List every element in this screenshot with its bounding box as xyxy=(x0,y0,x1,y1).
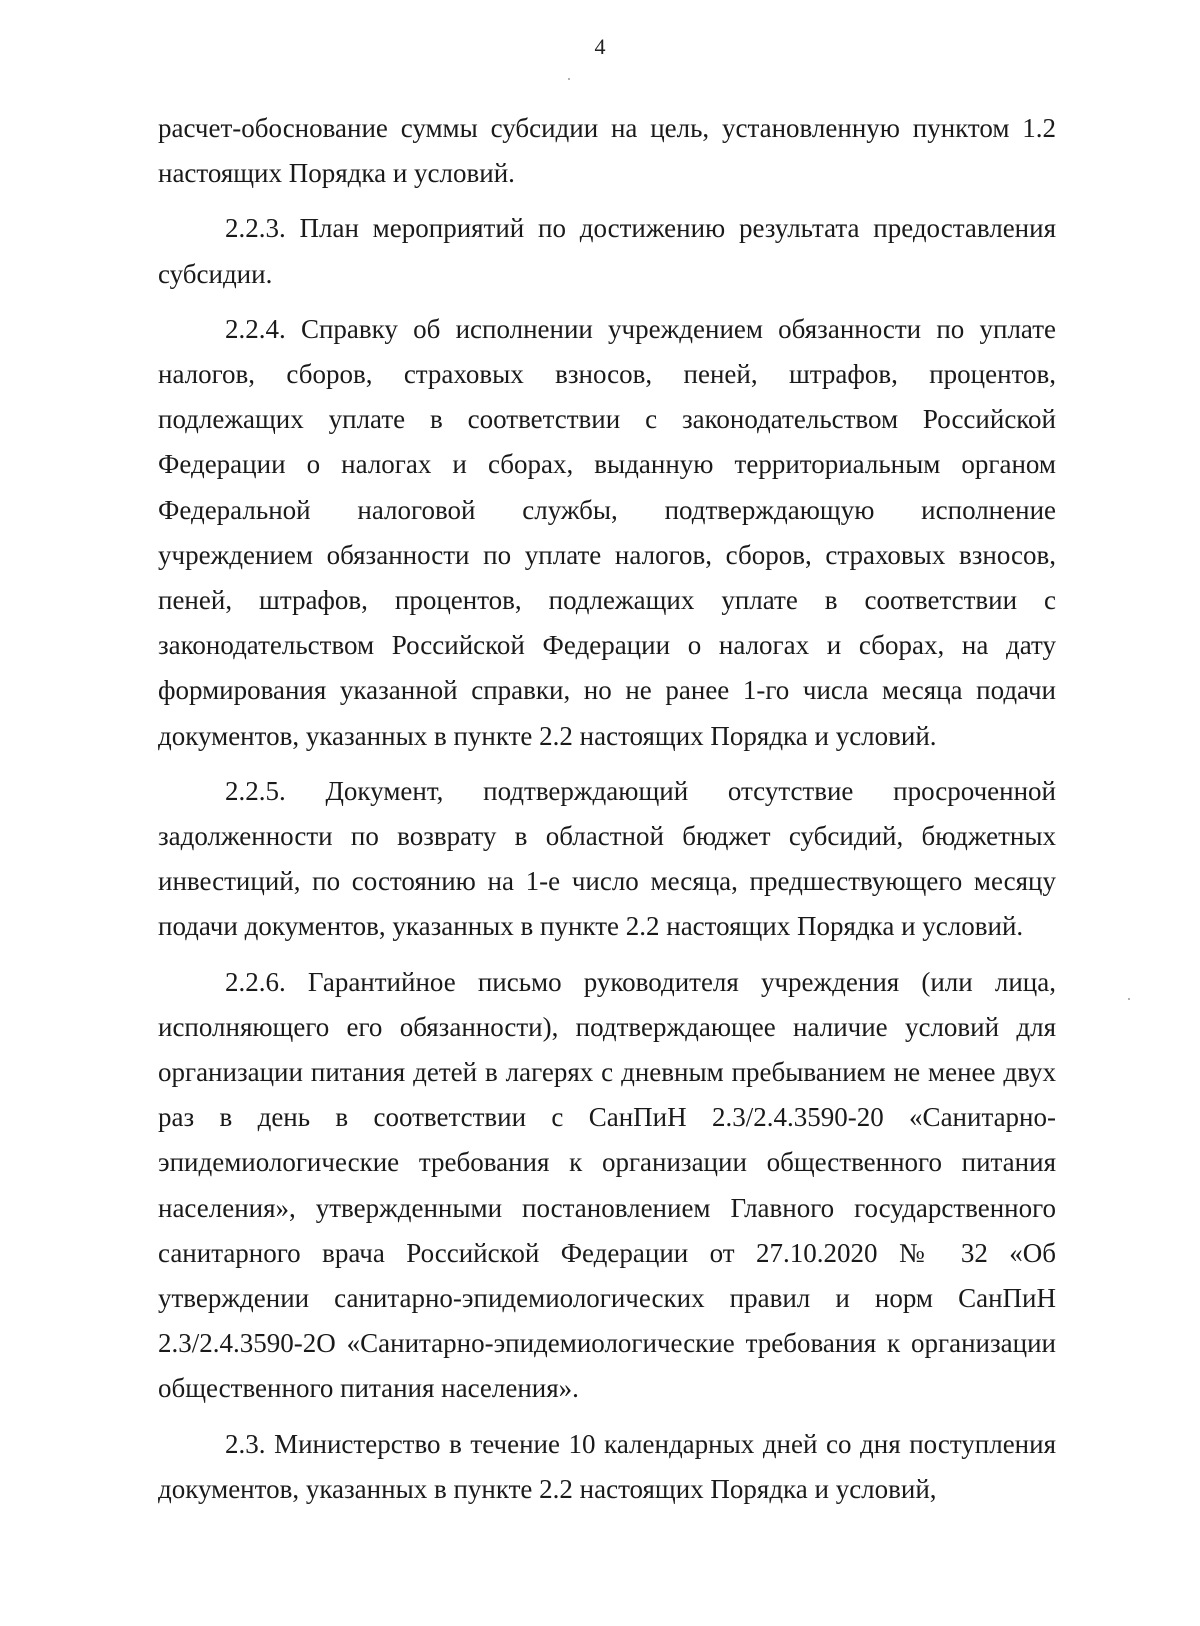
paragraph-continuation: расчет-обоснование суммы субсидии на цель, установленную пунктом 1.2 настоящих Порядка и условий. xyxy=(158,113,1056,189)
body-text xyxy=(158,106,1056,1522)
page-number: 4 xyxy=(594,34,606,59)
scan-speck xyxy=(568,78,570,80)
paragraph-2-2-5: 2.2.5. Документ, подтверждающий отсутствие просроченной задолженности по возврату в областной бюджет субсидий, бюджетных инвестиций, по состоянию на 1-е число месяца, предшествующего месяцу подачи документов, указанных в пункте 2.2 настоящих Порядка и условий. xyxy=(158,775,1056,942)
scan-speck xyxy=(1128,998,1130,1000)
paragraph-2-2-3: 2.2.3. План мероприятий по достижению результата предоставления субсидии. xyxy=(158,213,1056,289)
paragraph-2-2-4: 2.2.4. Справку об исполнении учреждением обязанности по уплате налогов, сборов, страховых взносов, пеней, штрафов, процентов, подлежащих уплате в соответствии с законодательством Российской Федерации о налогах и сборах, выданную территориальным органом Федеральной налоговой службы, подтверждающую исполнение учреждением обязанности по уплате налогов, сборов, страховых взносов, пеней, штрафов, процентов, подлежащих уплате в соответствии с законодательством Российской Федерации о налогах и сборах, на дату формирования указанной справки, но не ранее 1-го числа месяца подачи документов, указанных в пункте 2.2 настоящих Порядка и условий. xyxy=(158,313,1056,751)
paragraph-2-2-6: 2.2.6. Гарантийное письмо руководителя учреждения (или лица, исполняющего его обязанности), подтверждающее наличие условий для организации питания детей в лагерях с дневным пребыванием не менее двух раз в день в соответствии с СанПиН 2.3/2.4.3590-20 «Санитарно-эпидемиологические требования к организации общественного питания населения», утвержденными постановлением Главного государственного санитарного врача Российской Федерации от 27.10.2020 № 32 «Об утверждении санитарно-эпидемиологических правил и норм СанПиН 2.3/2.4.3590-2О «Санитарно-эпидемиологические требования к организации общественного питания населения». xyxy=(158,966,1056,1404)
paragraph-2-3: 2.3. Министерство в течение 10 календарных дней со дня поступления документов, указанных в пункте 2.2 настоящих Порядка и условий, xyxy=(158,1428,1056,1504)
